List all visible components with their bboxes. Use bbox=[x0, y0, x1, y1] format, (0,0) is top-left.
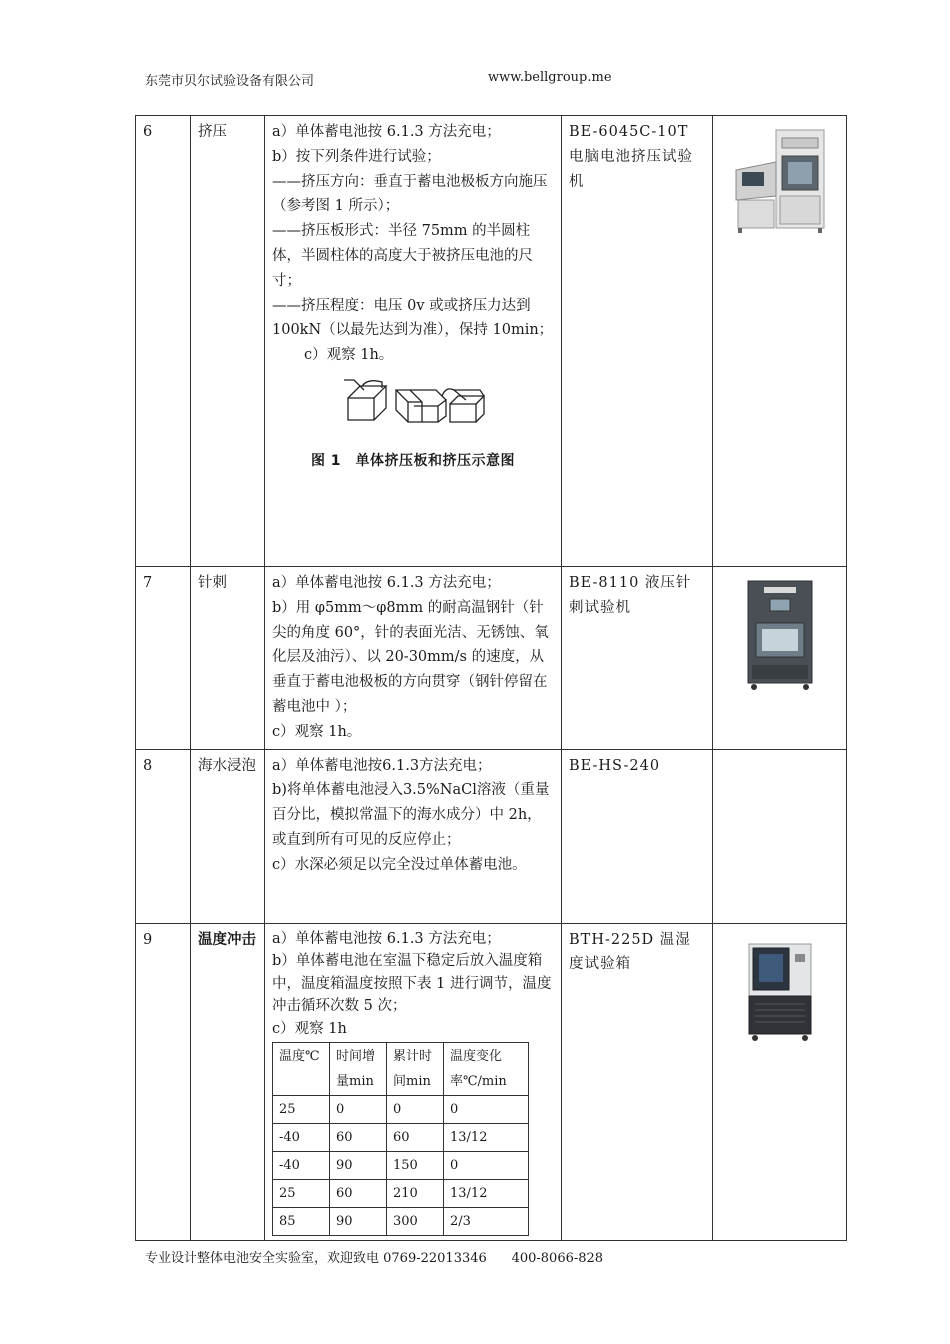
table-row bbox=[136, 567, 847, 750]
table-row bbox=[273, 1096, 529, 1124]
table-cell: -40 bbox=[273, 1124, 330, 1152]
desc-line: a）单体蓄电池按 6.1.3 方法充电； bbox=[272, 575, 501, 591]
table-row bbox=[273, 1152, 529, 1180]
temperature-humidity-chamber-icon bbox=[745, 942, 815, 1042]
footer-text: 专业设计整体电池安全实验室，欢迎致电 0769-22013346 bbox=[145, 1251, 487, 1266]
table-row bbox=[136, 116, 847, 567]
equipment-image-cell bbox=[713, 567, 847, 750]
temperature-cycle-table bbox=[272, 1042, 529, 1236]
table-cell: 0 bbox=[444, 1152, 529, 1180]
crush-tester-machine-icon bbox=[730, 126, 830, 238]
table-row bbox=[136, 923, 847, 1241]
table-row bbox=[273, 1208, 529, 1236]
table-cell: 90 bbox=[330, 1208, 387, 1236]
header-website[interactable]: www.bellgroup.me bbox=[488, 70, 612, 85]
test-name: 温度冲击 bbox=[191, 923, 265, 1241]
test-description bbox=[265, 923, 562, 1241]
table-cell: 2/3 bbox=[444, 1208, 529, 1236]
table-cell: 25 bbox=[273, 1096, 330, 1124]
desc-line: a）单体蓄电池按6.1.3方法充电； bbox=[272, 757, 492, 774]
row-number: 6 bbox=[136, 116, 191, 567]
test-name: 海水浸泡 bbox=[191, 749, 265, 923]
equipment-name: BE-8110 液压针刺试验机 bbox=[562, 567, 713, 750]
desc-line: b）按下列条件进行试验； bbox=[272, 148, 441, 165]
desc-line: c）观察 1h bbox=[272, 1020, 347, 1037]
table-cell: 60 bbox=[387, 1124, 444, 1152]
table-cell: 85 bbox=[273, 1208, 330, 1236]
desc-line: b）单体蓄电池在室温下稳定后放入温度箱中，温度箱温度按照下表 1 进行调节，温度冲击循环次数 5 次； bbox=[272, 953, 552, 1015]
column-header: 温度变化率℃/min bbox=[444, 1043, 529, 1096]
desc-line: a）单体蓄电池按 6.1.3 方法充电； bbox=[272, 930, 501, 947]
row-number: 8 bbox=[136, 749, 191, 923]
desc-line: b）用 φ5mm～φ8mm 的耐高温钢针（针尖的角度 60°，针的表面光洁、无锈蚀、氧化层及油污）、以 20-30mm/s 的速度，从垂直于蓄电池极板的方向贯穿（钢针停留在蓄电池中 ）； bbox=[272, 599, 549, 715]
test-description bbox=[265, 116, 562, 567]
desc-line: c）观察 1h。 bbox=[272, 723, 362, 740]
table-cell: 60 bbox=[330, 1124, 387, 1152]
row-number: 7 bbox=[136, 567, 191, 750]
row-number: 9 bbox=[136, 923, 191, 1241]
column-header: 温度℃ bbox=[273, 1043, 330, 1096]
header-company: 东莞市贝尔试验设备有限公司 bbox=[145, 74, 315, 89]
footer bbox=[145, 1247, 603, 1266]
equipment-image-cell bbox=[713, 116, 847, 567]
desc-line: a）单体蓄电池按 6.1.3 方法充电； bbox=[272, 124, 501, 140]
crush-diagram bbox=[272, 378, 554, 437]
table-cell: 150 bbox=[387, 1152, 444, 1180]
table-cell: 300 bbox=[387, 1208, 444, 1236]
equipment-name: BE-6045C-10T 电脑电池挤压试验机 bbox=[562, 116, 713, 567]
table-cell: 0 bbox=[387, 1096, 444, 1124]
table-cell: 0 bbox=[330, 1096, 387, 1124]
table-cell: 13/12 bbox=[444, 1124, 529, 1152]
figure-caption: 图 1 单体挤压板和挤压示意图 bbox=[310, 452, 516, 469]
test-name: 挤压 bbox=[191, 116, 265, 567]
desc-line: ——挤压板形式：半径 75mm 的半圆柱体，半圆柱体的高度大于被挤压电池的尺寸； bbox=[272, 223, 533, 289]
table-header-row bbox=[273, 1043, 529, 1096]
table-row bbox=[136, 749, 847, 923]
desc-line: b)将单体蓄电池浸入3.5%NaCl溶液（重量百分比，模拟常温下的海水成分）中 2h，或直到所有可见的反应停止； bbox=[272, 782, 550, 848]
equipment-image-cell bbox=[713, 923, 847, 1241]
table-cell: 13/12 bbox=[444, 1180, 529, 1208]
desc-line: c）观察 1h。 bbox=[304, 347, 394, 364]
table-cell: 0 bbox=[444, 1096, 529, 1124]
test-name: 针刺 bbox=[191, 567, 265, 750]
table-row bbox=[273, 1180, 529, 1208]
equipment-name: BTH-225D 温湿度试验箱 bbox=[562, 923, 713, 1241]
desc-line: ——挤压程度：电压 0v 或或挤压力达到 100kN（以最先达到为准），保持 10min； bbox=[272, 297, 554, 339]
nail-penetration-tester-icon bbox=[740, 577, 820, 693]
desc-line: c）水深必须足以完全没过单体蓄电池。 bbox=[272, 856, 527, 873]
footer-phone: 400-8066-828 bbox=[511, 1251, 604, 1266]
test-description bbox=[265, 567, 562, 750]
test-table bbox=[135, 115, 847, 1241]
table-cell: -40 bbox=[273, 1152, 330, 1180]
table-cell: 90 bbox=[330, 1152, 387, 1180]
table-cell: 25 bbox=[273, 1180, 330, 1208]
table-cell: 210 bbox=[387, 1180, 444, 1208]
desc-line: ——挤压方向：垂直于蓄电池极板方向施压（参考图 1 所示）； bbox=[272, 173, 548, 215]
column-header: 累计时间min bbox=[387, 1043, 444, 1096]
equipment-name: BE-HS-240 bbox=[562, 749, 713, 923]
equipment-image-cell bbox=[713, 749, 847, 923]
table-row bbox=[273, 1124, 529, 1152]
column-header: 时间增量min bbox=[330, 1043, 387, 1096]
test-description bbox=[265, 749, 562, 923]
table-cell: 60 bbox=[330, 1180, 387, 1208]
